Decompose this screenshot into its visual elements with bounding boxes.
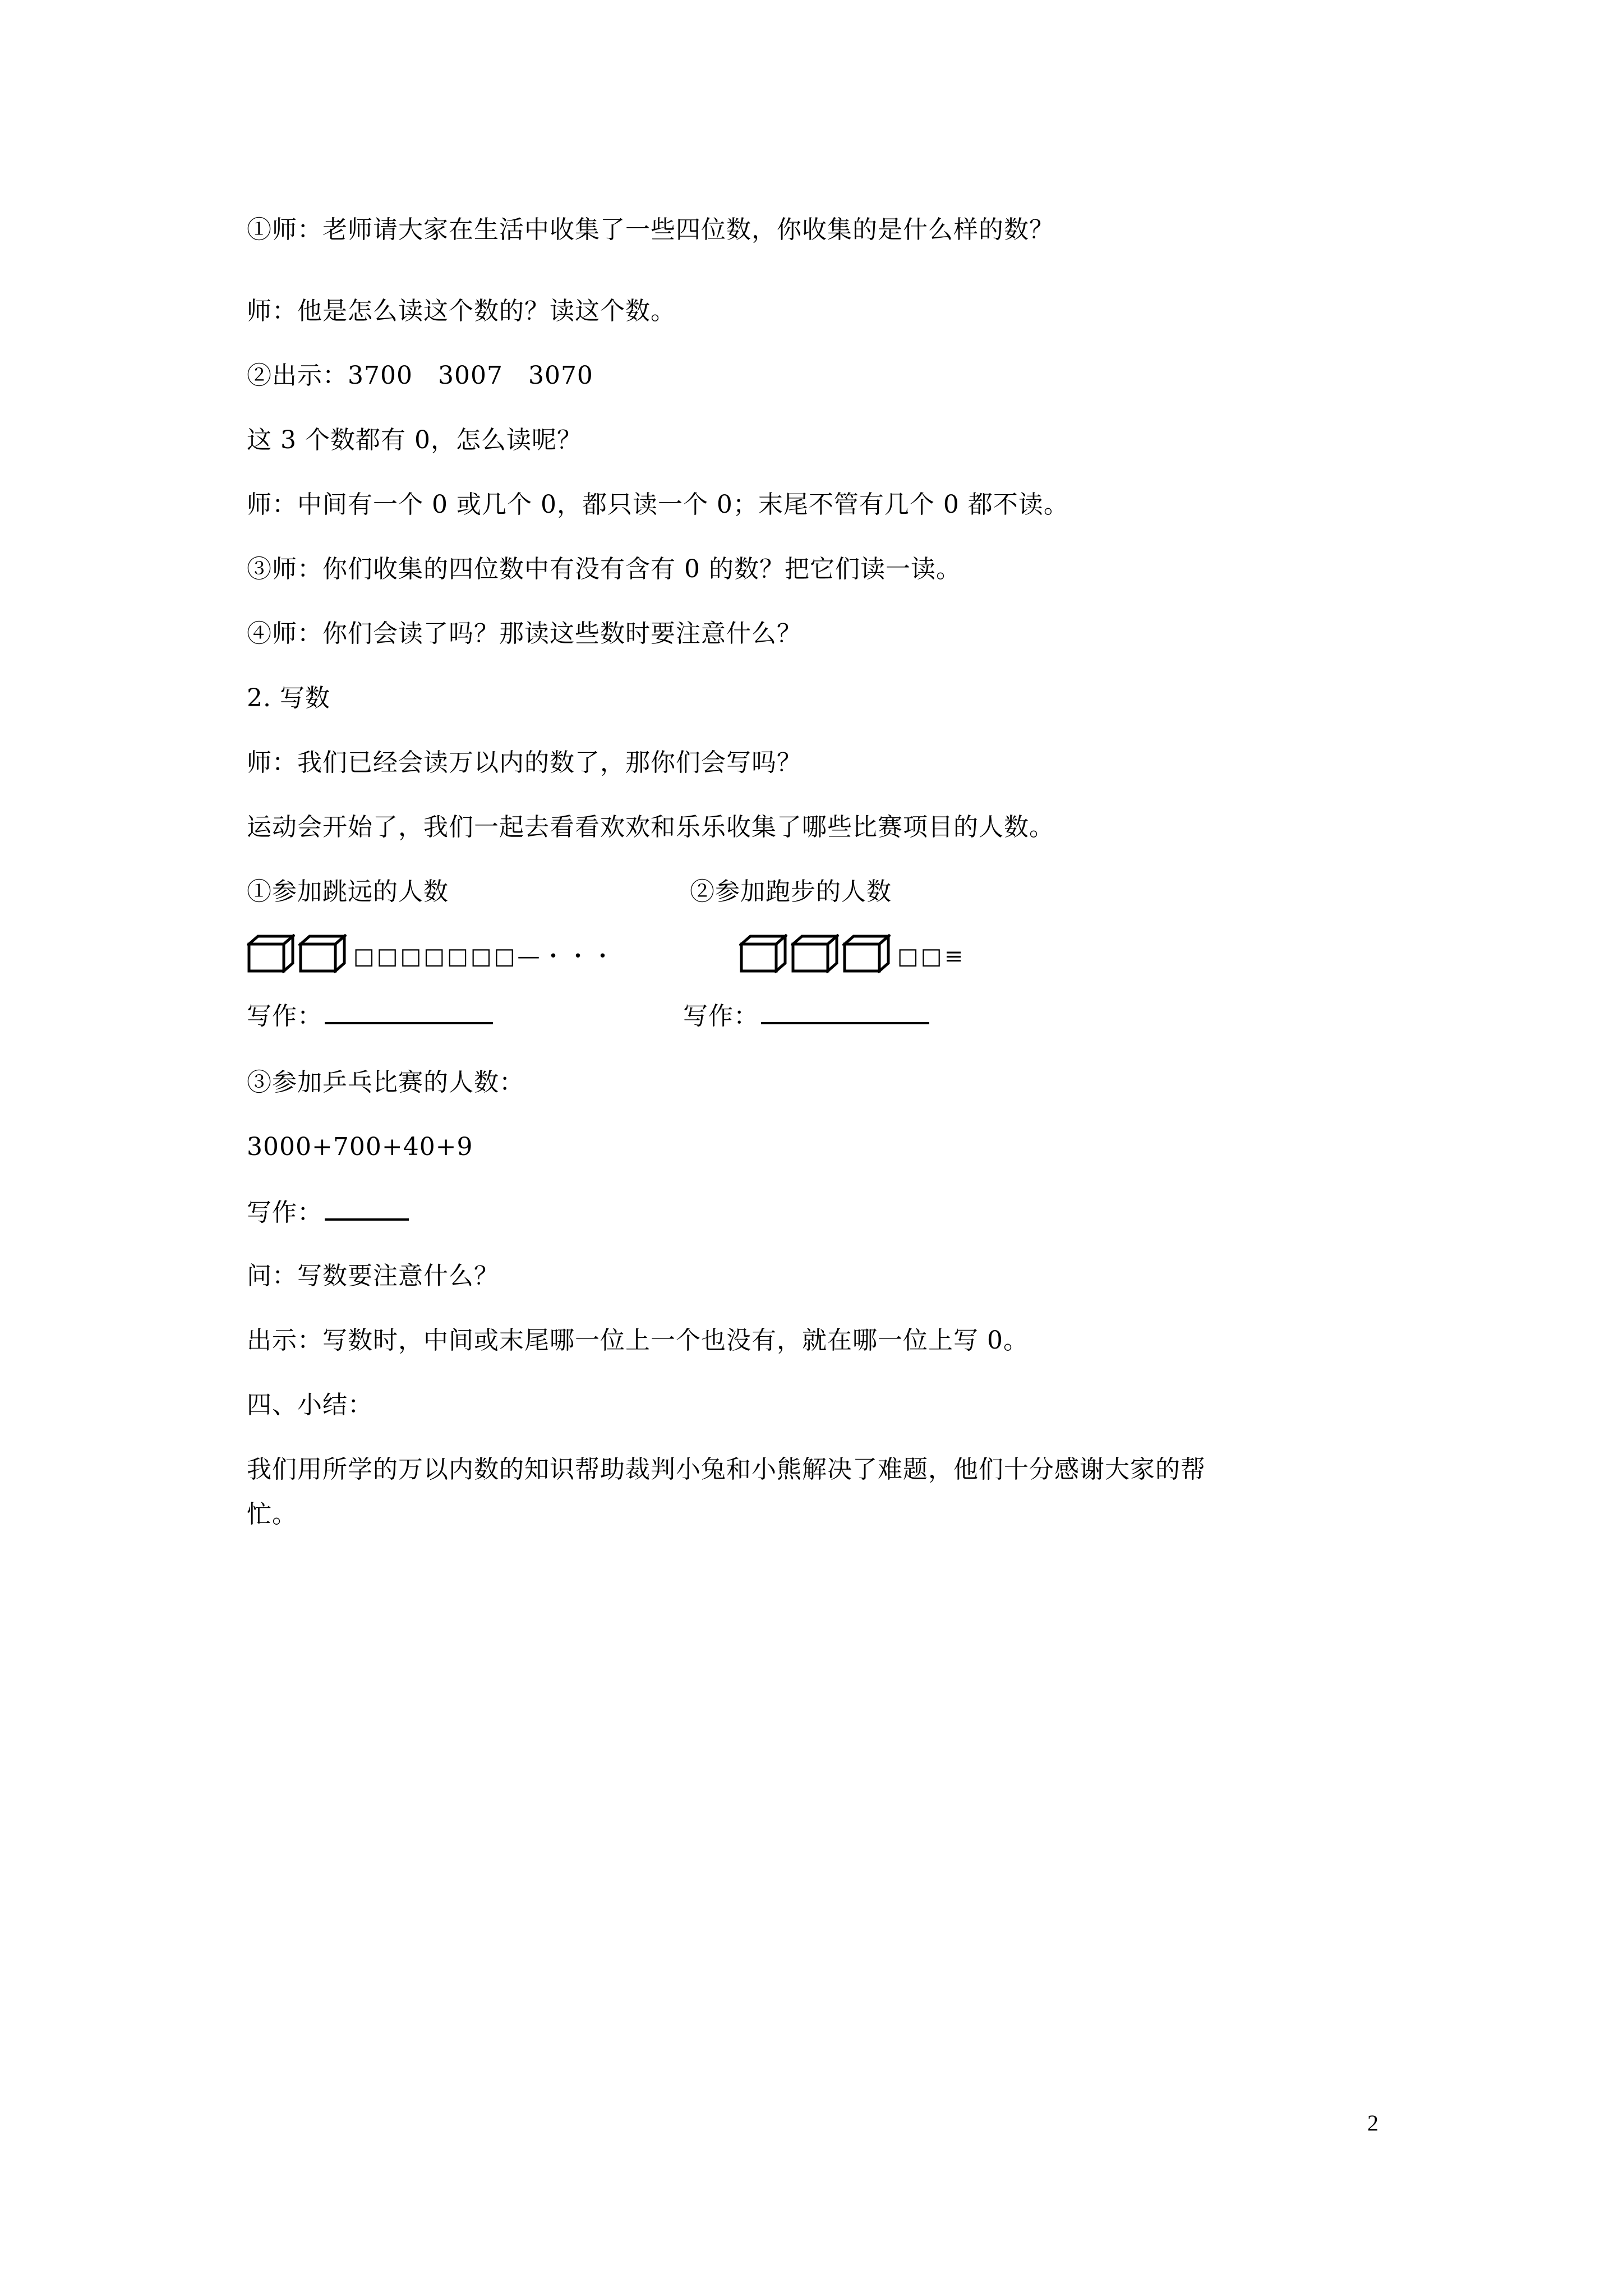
answer-blank-long-jump[interactable] (325, 999, 493, 1024)
answer-blank-running[interactable] (761, 999, 929, 1024)
write-label: 写作： (247, 1198, 322, 1227)
thousand-cube-icon (298, 934, 347, 973)
running-figure (739, 934, 965, 973)
thousand-cube-icon (247, 934, 295, 973)
running-blocks: □□≡ (897, 944, 966, 969)
answer-blank-table-tennis[interactable] (325, 1195, 409, 1221)
section-heading-summary: 四、小结： (247, 1391, 373, 1419)
paragraph-show-numbers: ②出示：3700 3007 3070 (247, 361, 593, 390)
thousand-cube-icon (842, 934, 891, 973)
paragraph-teacher-read: 师：他是怎么读这个数的？读这个数。 (247, 297, 676, 325)
paragraph-zero-rule: 师：中间有一个 0 或几个 0，都只读一个 0；末尾不管有几个 0 都不读。 (247, 490, 1069, 519)
section-heading-write: 2. 写数 (247, 684, 330, 712)
thousand-cube-icon (739, 934, 787, 973)
paragraph-read-attention: ④师：你们会读了吗？那读这些数时要注意什么？ (247, 619, 802, 648)
item-long-jump-label: ①参加跳远的人数 (247, 877, 449, 906)
write-table-tennis (247, 1195, 409, 1230)
write-long-jump (247, 999, 493, 1033)
item-table-tennis-label: ③参加乒乓比赛的人数： (247, 1068, 524, 1097)
paragraph-intro: ①师：老师请大家在生活中收集了一些四位数，你收集的是什么样的数？ (247, 215, 1054, 244)
paragraph-zero-question: 这 3 个数都有 0，怎么读呢？ (247, 426, 582, 454)
write-label: 写作： (683, 1002, 759, 1030)
expression: 3000+700+40+9 (247, 1133, 473, 1161)
long-jump-blocks: □□□□□□□—・・・ (353, 944, 616, 969)
item-running-label: ②参加跑步的人数 (690, 877, 892, 906)
paragraph-collected-zero: ③师：你们收集的四位数中有没有含有 0 的数？把它们读一读。 (247, 555, 961, 583)
thousand-cube-icon (791, 934, 839, 973)
paragraph-sports-meet: 运动会开始了，我们一起去看看欢欢和乐乐收集了哪些比赛项目的人数。 (247, 813, 1054, 841)
paragraph-write-rule: 出示：写数时，中间或末尾哪一位上一个也没有，就在哪一位上写 0。 (247, 1326, 1029, 1355)
question-attention: 问：写数要注意什么？ (247, 1262, 499, 1290)
paragraph-can-write: 师：我们已经会读万以内的数了，那你们会写吗？ (247, 748, 802, 777)
write-label: 写作： (247, 1002, 322, 1030)
long-jump-figure (247, 934, 616, 973)
paragraph-summary-line2: 忙。 (247, 1500, 297, 1529)
page-number: 2 (1367, 2110, 1378, 2136)
write-running (683, 999, 929, 1033)
paragraph-summary-line1: 我们用所学的万以内数的知识帮助裁判小兔和小熊解决了难题，他们十分感谢大家的帮 (247, 1455, 1206, 1484)
